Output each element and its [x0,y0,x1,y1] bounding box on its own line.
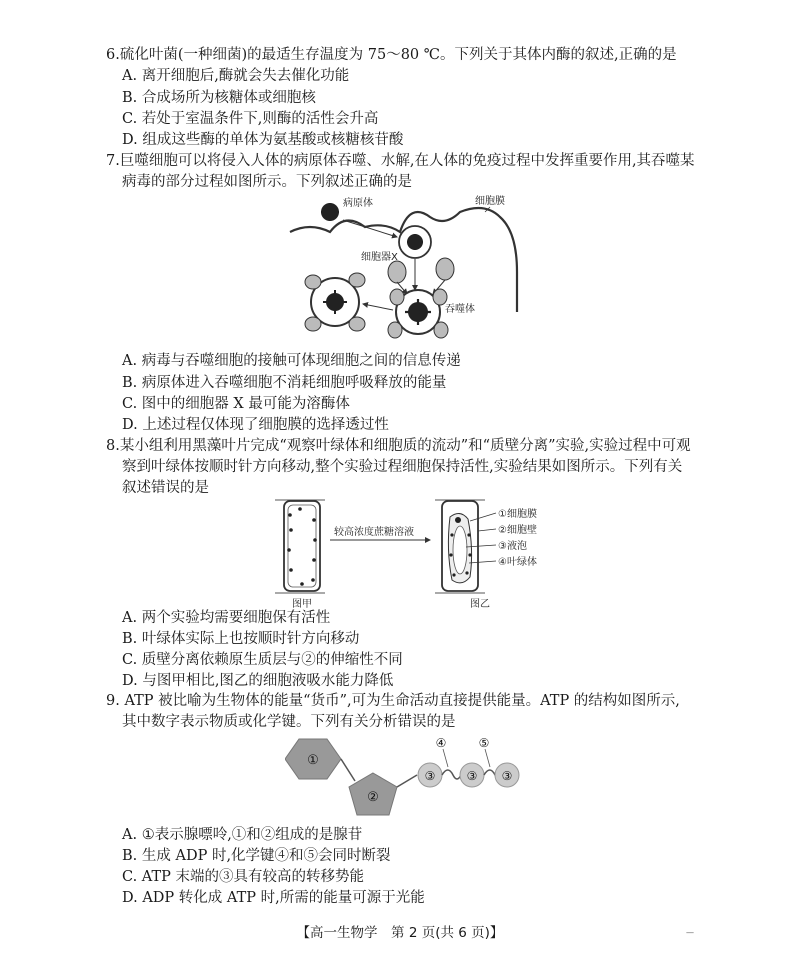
label-membrane: 细胞膜 [475,196,505,207]
label-3b: ③ [466,769,478,783]
q8-plasmolysis-figure [270,495,570,613]
label-pathogen: 病原体 [343,198,373,209]
label-4: ④ [435,736,447,750]
label-vacuole-3: ③液泡 [498,541,527,552]
q7-option-b: B. 病原体进入吞噬细胞不消耗细胞呼吸释放的能量 [122,375,447,391]
q9-option-d: D. ADP 转化成 ATP 时,所需的能量可源于光能 [122,890,425,906]
organelle-x [388,261,406,283]
label-1: ① [307,753,319,768]
label-phagosome: 吞噬体 [445,304,475,315]
q9-option-b: B. 生成 ADP 时,化学键④和⑤会同时断裂 [122,848,391,864]
q8-stem-line2: 察到叶绿体按顺时针方向移动,整个实验过程细胞保持活性,实验结果如图所示。下列有关 [122,459,683,475]
q8-stem-line3: 叙述错误的是 [122,480,209,496]
q7-stem-line2: 病毒的部分过程如图所示。下列叙述正确的是 [122,174,412,190]
q6-option-c: C. 若处于室温条件下,则酶的活性会升高 [122,111,379,127]
q8-option-c: C. 质壁分离依赖原生质层与②的伸缩性不同 [122,652,403,668]
q6-option-a: A. 离开细胞后,酶就会失去催化功能 [122,68,350,84]
cell-figure-a [275,500,325,593]
q6-stem: 6.硫化叶菌(一种细菌)的最适生存温度为 75～80 ℃。下列关于其体内酶的叙述,正确的是 [106,47,677,63]
label-3a: ③ [424,769,436,783]
q7-phagocytosis-figure [285,192,525,352]
q8-option-b: B. 叶绿体实际上也按顺时针方向移动 [122,631,360,647]
q9-stem-line2: 其中数字表示物质或化学键。下列有关分析错误的是 [122,714,456,730]
q9-option-a: A. ①表示腺嘌呤,①和②组成的是腺苷 [122,827,363,843]
q8-option-a: A. 两个实验均需要细胞保有活性 [122,610,331,626]
q7-stem-line1: 7.巨噬细胞可以将侵入人体的病原体吞噬、水解,在人体的免疫过程中发挥重要作用,其吞噬某 [106,153,695,169]
label-membrane-1: ①细胞膜 [498,509,537,520]
bond-4 [442,770,461,779]
label-chloroplast-4: ④叶绿体 [498,557,537,568]
pathogen-icon [321,203,339,221]
caption-figure-a: 图甲 [292,599,312,610]
label-2: ② [367,790,379,805]
organelle [436,258,454,280]
q8-stem-line1: 8.某小组利用黑藻叶片完成“观察叶绿体和细胞质的流动”和“质壁分离”实验,实验过程中可观 [106,438,691,454]
q9-option-c: C. ATP 末端的③具有较高的转移势能 [122,869,365,885]
q8-option-d: D. 与图甲相比,图乙的细胞液吸水能力降低 [122,673,394,689]
corner-mark: — [686,928,694,937]
label-organelle-x: 细胞器X [361,252,398,263]
q9-atp-structure-figure [285,735,520,823]
q7-option-c: C. 图中的细胞器 X 最可能为溶酶体 [122,396,350,412]
label-3c: ③ [501,769,513,783]
caption-figure-b: 图乙 [470,599,490,610]
q7-option-d: D. 上述过程仅体现了细胞膜的选择透过性 [122,417,389,433]
label-5: ⑤ [478,736,490,750]
q6-option-d: D. 组成这些酶的单体为氨基酸或核糖核苷酸 [122,132,404,148]
q6-option-b: B. 合成场所为核糖体或细胞核 [122,90,316,106]
q9-stem-line1: 9. ATP 被比喻为生物体的能量“货币”,可为生命活动直接提供能量。ATP 的结构如图所示, [106,693,680,709]
label-wall-2: ②细胞壁 [498,525,537,536]
q7-option-a: A. 病毒与吞噬细胞的接触可体现细胞之间的信息传递 [122,353,461,369]
arrow-label: 较高浓度蔗糖溶液 [334,527,414,538]
page-footer: 【高一生物学 第 2 页(共 6 页)】 [296,925,504,941]
